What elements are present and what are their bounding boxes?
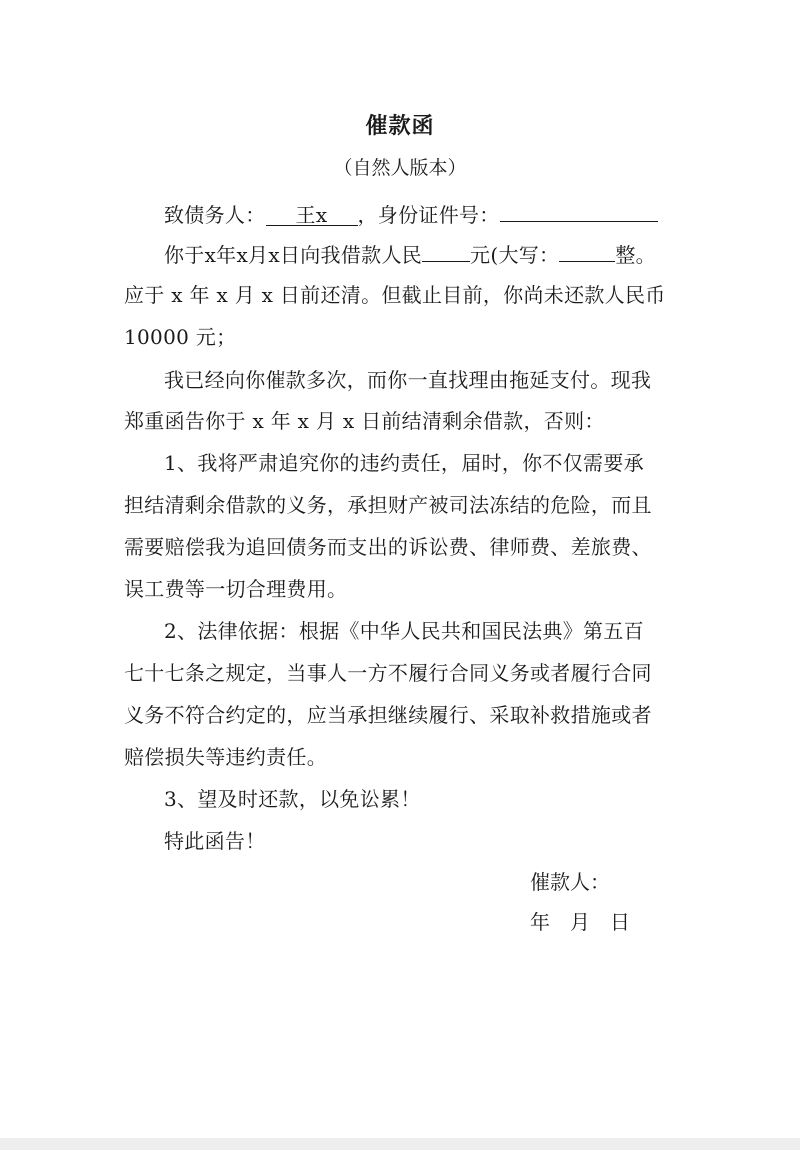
para1-line2: 应于 x 年 x 月 x 日前还清。但截止目前，你尚未还款人民币 — [124, 283, 666, 307]
para2-line1: 我已经向你催款多次，而你一直找理由拖延支付。现我 — [164, 368, 652, 392]
para1-text-c: 整。 — [615, 243, 656, 267]
document-subtitle: （自然人版本） — [333, 157, 467, 179]
id-number-blank — [500, 197, 658, 222]
para2-line2: 郑重函告你于 x 年 x 月 x 日前结清剩余借款，否则： — [124, 409, 605, 433]
item3-line: 3、望及时还款，以免讼累！ — [164, 787, 421, 811]
amount-words-blank — [559, 237, 615, 262]
para1-text-a: 你于x年x月x日向我借款人民 — [164, 243, 423, 267]
debtor-name: 王x — [295, 203, 328, 227]
signature-date: 年 月 日 — [530, 910, 630, 934]
id-number-label: ，身份证件号： — [357, 203, 500, 227]
item1-line3: 需要赔偿我为追回债务而支出的诉讼费、律师费、差旅费、 — [124, 535, 652, 559]
para1-line1 — [164, 237, 656, 269]
item2-line3: 义务不符合约定的，应当承担继续履行、采取补救措施或者 — [124, 703, 652, 727]
amount-blank — [422, 237, 470, 262]
document-title: 催款函 — [365, 114, 435, 139]
debtor-name-field — [266, 201, 358, 226]
item2-line4: 赔偿损失等违约责任。 — [124, 745, 327, 769]
recipient-prefix: 致债务人： — [164, 203, 266, 227]
item2-line1: 2、法律依据：根据《中华人民共和国民法典》第五百 — [164, 619, 644, 643]
item1-line4: 误工费等一切合理费用。 — [124, 577, 348, 601]
item2-line2: 七十七条之规定，当事人一方不履行合同义务或者履行合同 — [124, 661, 652, 685]
item1-line1: 1、我将严肃追究你的违约责任，届时，你不仅需要承 — [164, 451, 644, 475]
item1-line2: 担结清剩余借款的义务，承担财产被司法冻结的危险，而且 — [124, 493, 652, 517]
closing-line: 特此函告！ — [164, 829, 266, 853]
recipient-line — [164, 197, 658, 229]
signature-label: 催款人： — [530, 870, 610, 894]
para1-text-b: 元(大写： — [470, 243, 560, 267]
bottom-edge — [0, 1138, 800, 1150]
para1-line3: 10000 元； — [124, 325, 237, 349]
